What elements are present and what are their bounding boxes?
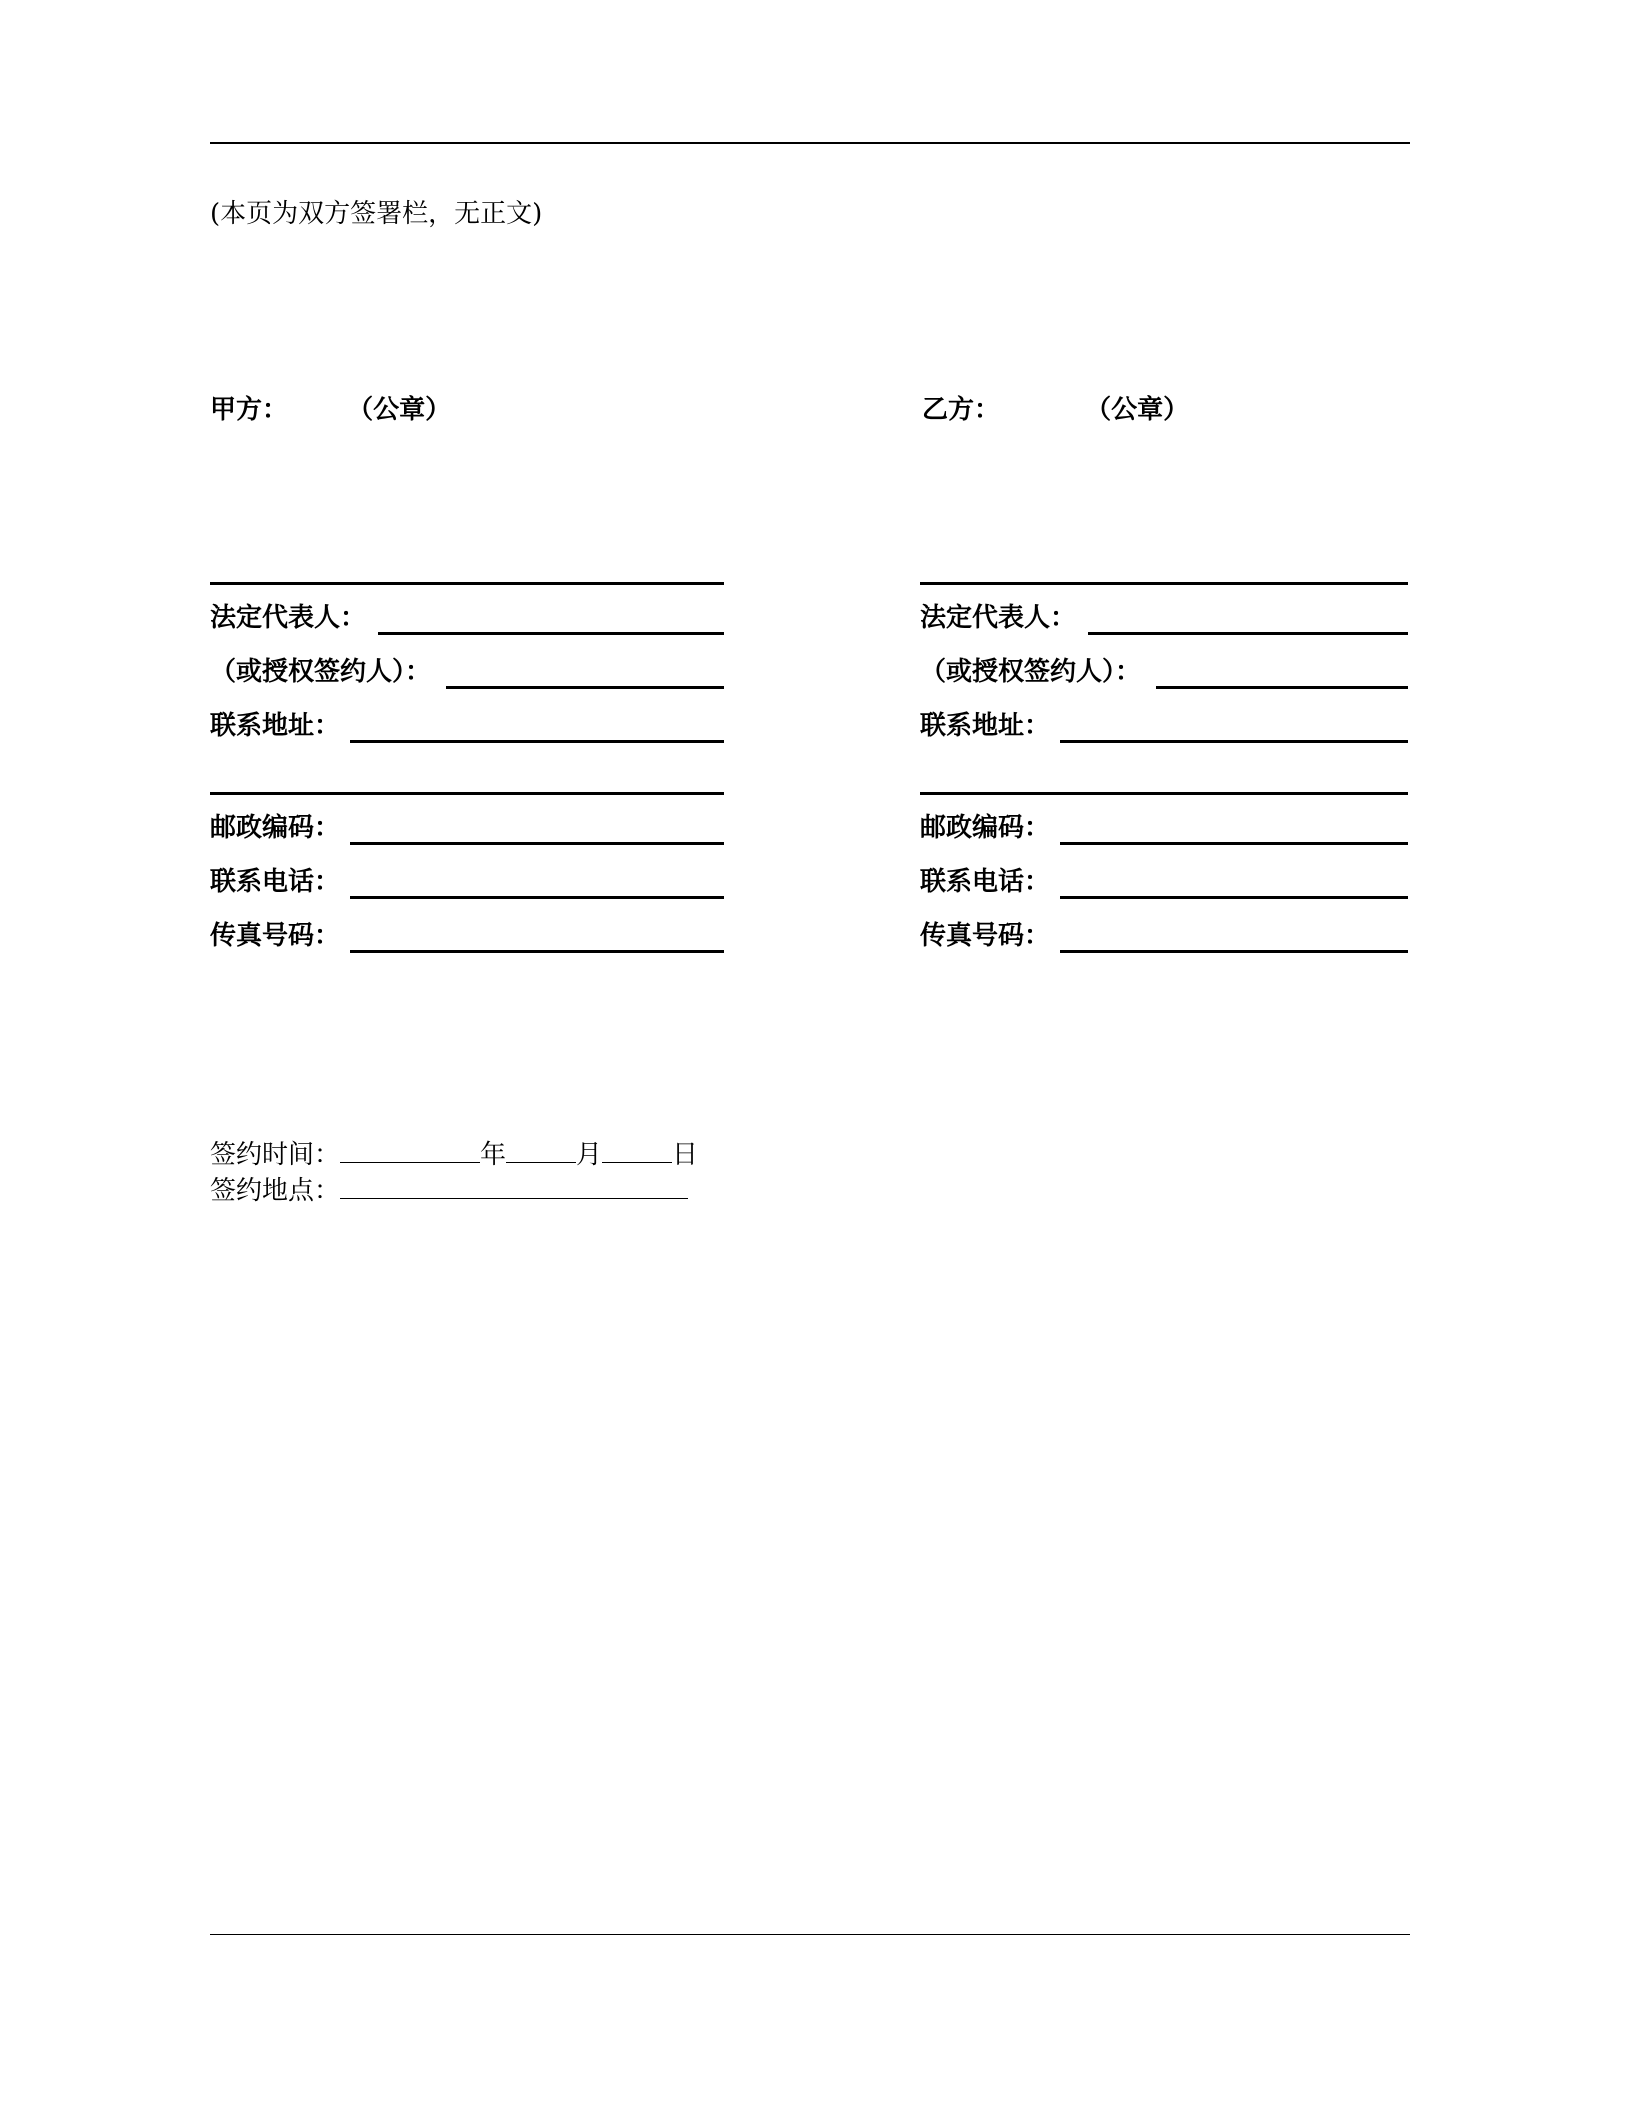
party-b-phone-field[interactable] <box>1060 896 1408 899</box>
signing-year-field[interactable] <box>340 1136 480 1163</box>
party-b-heading <box>922 392 1189 428</box>
party-a-legal-rep-label: 法定代表人： <box>210 603 367 633</box>
signing-place-label: 签约地点： <box>210 1176 341 1206</box>
party-a-authorized-label: （或授权签约人）： <box>210 657 432 687</box>
party-b-signature-line[interactable] <box>920 582 1408 585</box>
party-b-authorized-label: （或授权签约人）： <box>920 657 1142 687</box>
header-rule <box>210 142 1410 144</box>
party-a-label: 甲方： <box>210 395 289 425</box>
party-a-fax-field[interactable] <box>350 950 724 953</box>
party-b-phone-label: 联系电话： <box>920 867 1051 897</box>
party-a-heading <box>210 392 451 428</box>
party-b-address-field[interactable] <box>1060 740 1408 743</box>
party-b-fax-label: 传真号码： <box>920 921 1051 951</box>
signing-month-label: 月 <box>576 1140 603 1170</box>
party-a-legal-rep-field[interactable] <box>378 632 724 635</box>
signing-month-field[interactable] <box>506 1136 576 1163</box>
party-b-legal-rep-field[interactable] <box>1088 632 1408 635</box>
signing-place-field[interactable] <box>340 1172 688 1199</box>
party-b-authorized-field[interactable] <box>1156 686 1408 689</box>
signing-day-label: 日 <box>672 1140 699 1170</box>
party-b-postcode-field[interactable] <box>1060 842 1408 845</box>
party-b-fax-field[interactable] <box>1060 950 1408 953</box>
party-b-address-field-2[interactable] <box>920 792 1408 795</box>
party-b-label: 乙方： <box>922 395 1001 425</box>
party-b-postcode-label: 邮政编码： <box>920 813 1051 843</box>
party-a-authorized-field[interactable] <box>446 686 724 689</box>
party-a-postcode-label: 邮政编码： <box>210 813 341 843</box>
signing-place-row <box>210 1172 688 1208</box>
party-b-seal-label: （公章） <box>1085 395 1190 425</box>
party-a-address-field[interactable] <box>350 740 724 743</box>
signing-time-row <box>210 1136 698 1172</box>
party-a-signature-line[interactable] <box>210 582 724 585</box>
party-a-address-field-2[interactable] <box>210 792 724 795</box>
signing-time-label: 签约时间： <box>210 1140 341 1170</box>
signing-day-field[interactable] <box>602 1136 672 1163</box>
signing-year-label: 年 <box>480 1140 507 1170</box>
party-a-address-label: 联系地址： <box>210 711 341 741</box>
footer-rule <box>210 1934 1410 1935</box>
party-a-fax-label: 传真号码： <box>210 921 341 951</box>
party-a-seal-label: （公章） <box>347 395 452 425</box>
party-b-address-label: 联系地址： <box>920 711 1051 741</box>
party-a-postcode-field[interactable] <box>350 842 724 845</box>
page-note: (本页为双方签署栏，无正文) <box>210 199 543 229</box>
party-b-legal-rep-label: 法定代表人： <box>920 603 1077 633</box>
party-a-phone-field[interactable] <box>350 896 724 899</box>
party-a-phone-label: 联系电话： <box>210 867 341 897</box>
